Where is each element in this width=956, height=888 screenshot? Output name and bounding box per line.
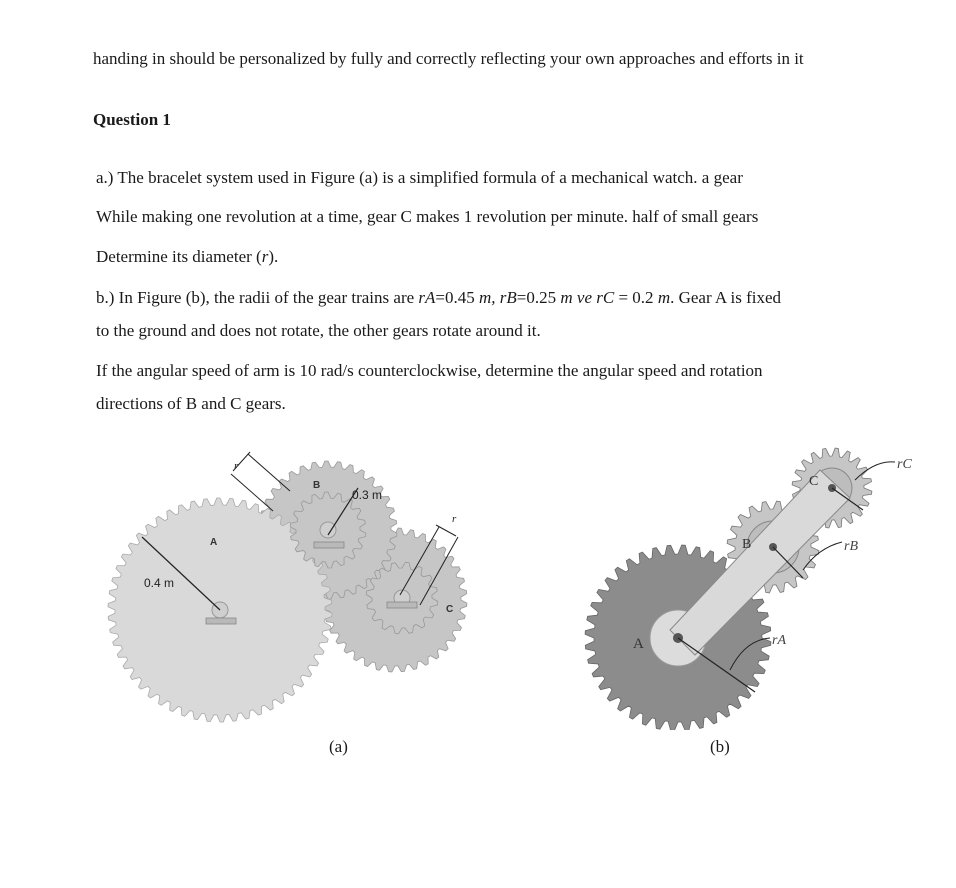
question-title: Question 1 <box>93 110 171 129</box>
part-b-line-3: If the angular speed of arm is 10 rad/s counterclockwise, determine the angular speed and rotation <box>96 361 763 380</box>
variable-rB: rB <box>499 288 517 307</box>
value-rA: =0.45 <box>435 288 479 307</box>
pivot-support-b <box>314 542 344 548</box>
label-gear-a: A <box>633 636 644 652</box>
hub-b <box>320 522 336 538</box>
dim-line-r-right-c <box>436 525 456 536</box>
label-gear-c: C <box>446 604 454 615</box>
part-b-line-1 <box>96 288 781 308</box>
unit-m-2: m ve <box>560 288 597 307</box>
variable-rA: rA <box>418 288 436 307</box>
dim-line-r-top-b <box>248 454 290 491</box>
variable-rC: rC <box>596 288 615 307</box>
dimension-0-4-m: 0.4 m <box>144 576 175 590</box>
label-r-right: r <box>452 513 457 525</box>
part-a-line-1: a.) The bracelet system used in Figure (a) is a simplified formula of a mechanical watch. a gear <box>96 168 743 187</box>
label-rC: rC <box>897 457 912 472</box>
figure-a-gear-train <box>100 430 480 730</box>
part-a-line-3-post: ). <box>268 247 279 266</box>
label-rB: rB <box>844 539 858 554</box>
part-b-line-1-pre: b.) In Figure (b), the radii of the gear trains are <box>96 288 419 307</box>
part-a-line-3 <box>96 247 278 267</box>
caption-figure-a: (a) <box>329 737 348 756</box>
label-gear-a: A <box>210 537 218 548</box>
figure-b-planetary-gear <box>570 430 940 730</box>
figure-a-gears <box>108 461 467 722</box>
label-gear-c: C <box>809 474 819 489</box>
label-gear-b: B <box>313 480 321 491</box>
unit-m-1: m, <box>479 288 500 307</box>
caption-figure-b: (b) <box>710 737 730 756</box>
dimension-0-3-m: 0.3 m <box>352 488 383 502</box>
part-a-line-3-pre: Determine its diameter ( <box>96 247 262 266</box>
value-rB: =0.25 <box>516 288 561 307</box>
intro-text: handing in should be personalized by fully and correctly reflecting your own approaches and efforts in it <box>93 49 804 68</box>
part-b-line-1-post: . Gear A is fixed <box>670 288 782 307</box>
label-rA: rA <box>772 633 786 648</box>
part-a-line-2: While making one revolution at a time, gear C makes 1 revolution per minute. half of small gears <box>96 207 759 226</box>
part-b-line-2: to the ground and does not rotate, the other gears rotate around it. <box>96 321 541 340</box>
part-b-line-4: directions of B and C gears. <box>96 394 286 413</box>
pivot-support-a <box>206 618 236 624</box>
label-gear-b: B <box>742 537 752 552</box>
label-r-top: r <box>234 460 239 472</box>
variable-r: r <box>261 247 269 266</box>
pivot-support-c <box>387 602 417 608</box>
value-rC: = 0.2 <box>614 288 658 307</box>
dim-line-r-top-a <box>231 474 273 511</box>
unit-m-3: m <box>657 288 671 307</box>
